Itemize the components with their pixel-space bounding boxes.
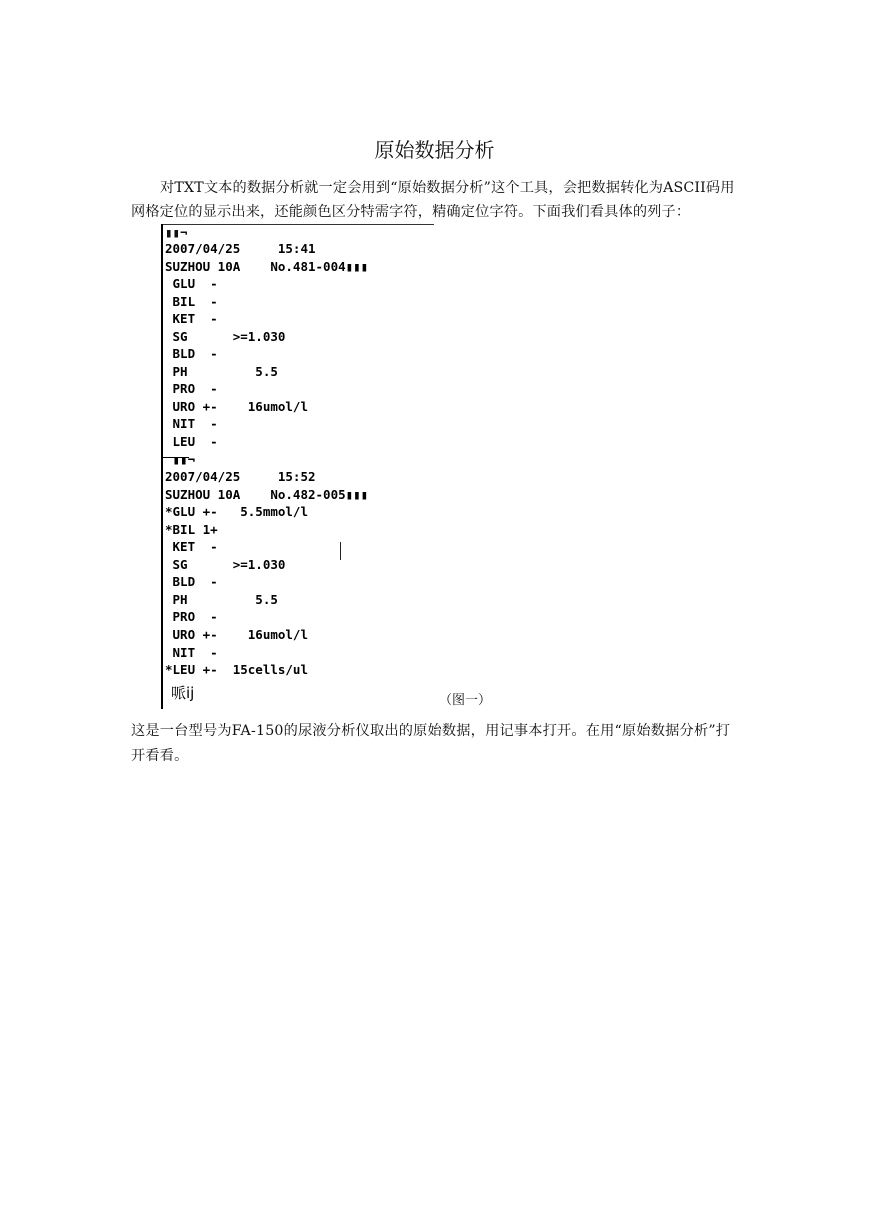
body-paragraph: 这是一台型号为FA-150的尿液分析仪取出的原始数据，用记事本打开。在用“原始数据分析”打开看看。 — [131, 723, 731, 764]
data-line: PH 5.5 — [165, 591, 278, 607]
data-line: GLU - — [165, 276, 218, 292]
data-line: URO +- 16umol/l — [165, 398, 308, 414]
data-line: 2007/04/25 15:41 — [165, 241, 316, 256]
data-line: SUZHOU 10A No.481-004▮▮▮ — [165, 258, 369, 274]
data-line: PRO - — [165, 381, 218, 397]
page-title: 原始数据分析 — [374, 138, 495, 162]
figure-caption: （图一） — [439, 693, 492, 708]
data-line: BIL - — [165, 293, 218, 309]
data-line: BLD - — [165, 574, 218, 590]
data-line: LEU - — [165, 434, 218, 450]
data-line: 2007/04/25 15:52 — [165, 469, 316, 485]
figure-footer-garbled-text: 哌ij — [171, 684, 195, 702]
data-line: SUZHOU 10A No.482-005▮▮▮ — [165, 486, 369, 502]
data-line: SG >=1.030 — [165, 328, 286, 344]
data-line: NIT - — [165, 416, 218, 432]
data-line: PH 5.5 — [165, 363, 278, 379]
figure-data-lines — [165, 240, 368, 679]
data-line: KET - — [165, 311, 218, 327]
data-line: URO +- 16umol/l — [165, 627, 308, 643]
data-line: PRO - — [165, 609, 218, 625]
data-line: KET - — [165, 539, 218, 555]
data-line: *LEU +- 15cells/ul — [165, 662, 308, 678]
data-line: SG >=1.030 — [165, 556, 286, 572]
data-line: *GLU +- 5.5mmol/l — [165, 504, 308, 520]
raw-data-figure — [161, 224, 435, 709]
data-line: *BIL 1+ — [165, 521, 218, 537]
intro-paragraph: 对TXT文本的数据分析就一定会用到“原始数据分析”这个工具，会把数据转化为ASCII码用网格定位的显示出来，还能颜色区分特需字符，精确定位字符。下面我们看具体的列子： — [131, 180, 735, 220]
figure-top-border — [161, 224, 434, 225]
figure-left-border — [161, 224, 163, 709]
figure-header-line: ▮▮¬ — [165, 225, 188, 240]
data-line: BLD - — [165, 346, 218, 362]
data-line: NIT - — [165, 644, 218, 660]
data-line: ▮▮¬ — [165, 451, 196, 467]
